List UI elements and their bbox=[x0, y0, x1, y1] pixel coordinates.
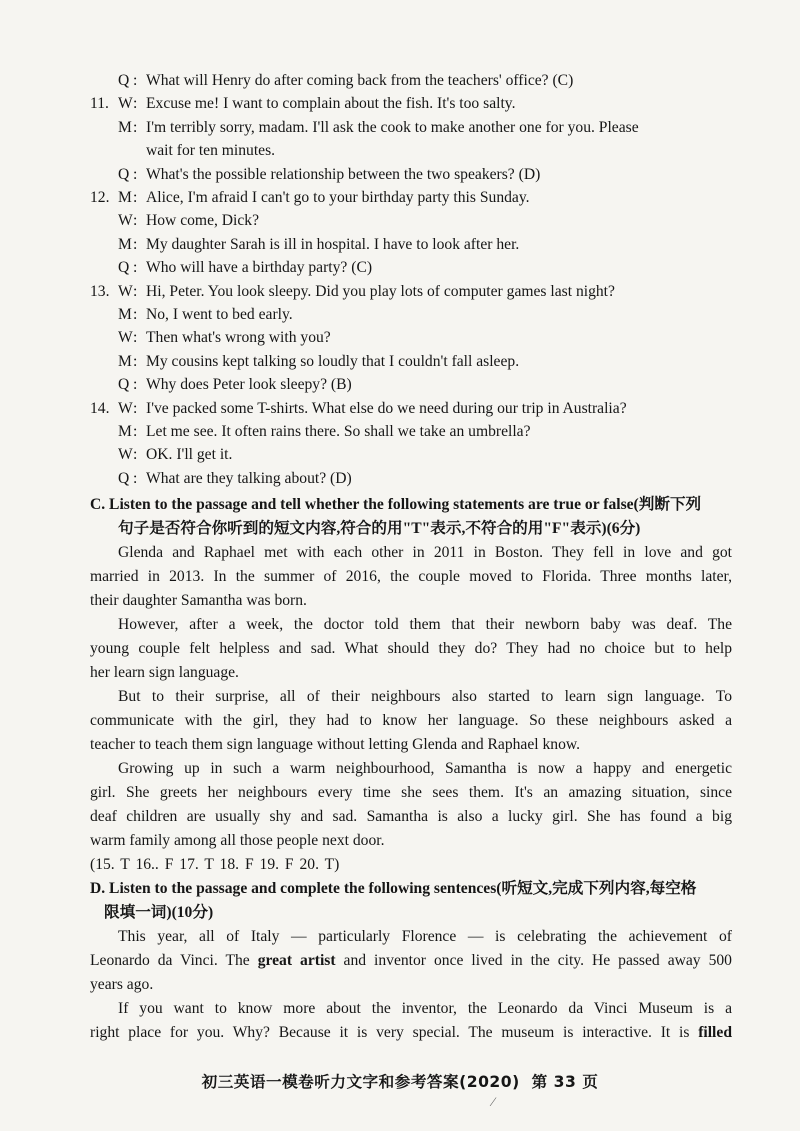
answer-key-text: (15. T 16.. F 17. T 18. F 19. F 20. T) bbox=[90, 856, 340, 873]
dialogue-line-continued bbox=[0, 139, 800, 163]
dialogue-text: Hi, Peter. You look sleepy. Did you play lots of computer games last night? bbox=[146, 283, 615, 300]
speaker-colon: : bbox=[133, 189, 138, 206]
dialogue-line bbox=[0, 326, 800, 350]
answer-highlight: great artist bbox=[257, 952, 336, 969]
dialogue-text: No, I went to bed early. bbox=[146, 306, 293, 323]
speaker-label: W bbox=[118, 329, 133, 346]
dialogue-text: Who will have a birthday party? (C) bbox=[146, 259, 373, 276]
speaker-colon: : bbox=[133, 376, 138, 393]
paragraph-line bbox=[90, 1021, 732, 1045]
section-c-paragraph-1 bbox=[90, 541, 732, 613]
footer-title: 初三英语一模卷听力文字和参考答案(2020) bbox=[201, 1073, 520, 1091]
paragraph-line: Glenda and Raphael met with each other in 2011 in Boston. They fell in love and got bbox=[118, 544, 732, 561]
speaker-colon: : bbox=[133, 423, 138, 440]
speaker-label: W bbox=[118, 95, 133, 112]
paragraph-line: teacher to teach them sign language without letting Glenda and Raphael know. bbox=[90, 736, 581, 753]
section-c-title-line-2 bbox=[0, 517, 800, 541]
speaker-label: W bbox=[118, 400, 133, 417]
dialogue-line bbox=[0, 186, 800, 210]
section-d-title-text-2: 限填一词)(10分) bbox=[104, 904, 214, 921]
dialogue-text: Then what's wrong with you? bbox=[146, 329, 331, 346]
paragraph-line: But to their surprise, all of their neighbours also started to learn sign language. To bbox=[118, 688, 732, 705]
speaker-label: Q bbox=[118, 166, 130, 183]
dialogue-line bbox=[0, 373, 800, 397]
paragraph-line: warm family among all those people next door. bbox=[90, 832, 385, 849]
dialogue-text: My cousins kept talking so loudly that I couldn't fall asleep. bbox=[146, 353, 520, 370]
speaker-colon: : bbox=[133, 72, 138, 89]
speaker-label: M bbox=[118, 119, 132, 136]
speaker-colon: : bbox=[133, 400, 138, 417]
page-footer bbox=[0, 1070, 800, 1092]
question-number: 11. bbox=[90, 95, 109, 112]
section-d-paragraph-2 bbox=[90, 997, 732, 1045]
speaker-colon: : bbox=[133, 353, 138, 370]
section-c-title-text-2: 句子是否符合你听到的短文内容,符合的用"T"表示,不符合的用"F"表示)(6分) bbox=[118, 520, 641, 537]
paragraph-line: married in 2013. In the summer of 2016, the couple moved to Florida. Three months later, bbox=[90, 568, 732, 585]
dialogue-text: Let me see. It often rains there. So shall we take an umbrella? bbox=[146, 423, 531, 440]
speaker-colon: : bbox=[133, 259, 138, 276]
dialogue-text: My daughter Sarah is ill in hospital. I have to look after her. bbox=[146, 236, 520, 253]
section-c-paragraph-3 bbox=[90, 685, 732, 757]
dialogue-line bbox=[0, 163, 800, 187]
text-run: and inventor once lived in the city. He passed away 500 bbox=[335, 952, 732, 969]
dialogue-line bbox=[0, 280, 800, 304]
question-number: 12. bbox=[90, 189, 110, 206]
dialogue-line bbox=[0, 350, 800, 374]
paragraph-line: her learn sign language. bbox=[90, 664, 239, 681]
section-c-answers bbox=[0, 853, 800, 877]
dialogue-line bbox=[0, 69, 800, 93]
speaker-label: W bbox=[118, 283, 133, 300]
speaker-label: M bbox=[118, 353, 132, 370]
section-d-title-line-2 bbox=[0, 901, 800, 925]
speaker-label: Q bbox=[118, 470, 130, 487]
paragraph-line: Growing up in such a warm neighbourhood, Samantha is now a happy and energetic bbox=[118, 760, 732, 777]
paragraph-line: If you want to know more about the inventor, the Leonardo da Vinci Museum is a bbox=[118, 1000, 732, 1017]
paragraph-line: However, after a week, the doctor told them that their newborn baby was deaf. The bbox=[118, 616, 732, 633]
speaker-colon: : bbox=[133, 95, 138, 112]
speaker-label: M bbox=[118, 236, 132, 253]
speaker-colon: : bbox=[133, 236, 138, 253]
speaker-colon: : bbox=[133, 446, 138, 463]
dialogue-line bbox=[0, 420, 800, 444]
speaker-colon: : bbox=[133, 329, 138, 346]
speaker-label: W bbox=[118, 212, 133, 229]
speaker-label: M bbox=[118, 306, 132, 323]
speaker-label: W bbox=[118, 446, 133, 463]
speaker-colon: : bbox=[133, 470, 138, 487]
dialogue-line bbox=[0, 397, 800, 421]
dialogue-text: What are they talking about? (D) bbox=[146, 470, 352, 487]
speaker-colon: : bbox=[133, 212, 138, 229]
dialogue-text: Alice, I'm afraid I can't go to your birthday party this Sunday. bbox=[146, 189, 530, 206]
section-d-paragraph-1 bbox=[90, 925, 732, 997]
dialogue-line bbox=[0, 303, 800, 327]
speaker-label: M bbox=[118, 189, 132, 206]
dialogue-line bbox=[0, 233, 800, 257]
paragraph-line: their daughter Samantha was born. bbox=[90, 592, 307, 609]
speaker-colon: : bbox=[133, 166, 138, 183]
dialogue-text: wait for ten minutes. bbox=[146, 142, 276, 159]
answer-highlight: filled bbox=[698, 1024, 732, 1041]
dialogue-text: I'm terribly sorry, madam. I'll ask the cook to make another one for you. Please bbox=[146, 119, 639, 136]
paragraph-line: years ago. bbox=[90, 976, 154, 993]
dialogue-text: I've packed some T-shirts. What else do we need during our trip in Australia? bbox=[146, 400, 627, 417]
question-number: 13. bbox=[90, 283, 110, 300]
pen-mark: ⁄ bbox=[492, 1094, 495, 1109]
paragraph-line: girl. She greets her neighbours every time she sees them. It's an amazing situation, since bbox=[90, 784, 732, 801]
section-d-title-text-1: D. Listen to the passage and complete the following sentences(听短文,完成下列内容,每空格 bbox=[90, 880, 697, 897]
speaker-colon: : bbox=[133, 283, 138, 300]
dialogue-line bbox=[0, 209, 800, 233]
dialogue-text: Excuse me! I want to complain about the fish. It's too salty. bbox=[146, 95, 516, 112]
dialogue-text: Why does Peter look sleepy? (B) bbox=[146, 376, 352, 393]
dialogue-line bbox=[0, 467, 800, 491]
paragraph-line: communicate with the girl, they had to know her language. So these neighbours asked a bbox=[90, 712, 732, 729]
section-d-title-line-1 bbox=[0, 877, 800, 901]
text-run: right place for you. Why? Because it is very special. The museum is interactive. It is bbox=[90, 1024, 699, 1041]
speaker-colon: : bbox=[133, 306, 138, 323]
dialogue-line bbox=[0, 443, 800, 467]
paragraph-line: deaf children are usually shy and sad. Samantha is also a lucky girl. She has found a big bbox=[90, 808, 732, 825]
text-run: Leonardo da Vinci. The bbox=[90, 952, 258, 969]
dialogue-text: What will Henry do after coming back from the teachers' office? (C) bbox=[146, 72, 574, 89]
speaker-label: Q bbox=[118, 376, 130, 393]
question-number: 14. bbox=[90, 400, 110, 417]
dialogue-text: How come, Dick? bbox=[146, 212, 260, 229]
dialogue-text: OK. I'll get it. bbox=[146, 446, 233, 463]
dialogue-line bbox=[0, 116, 800, 140]
dialogue-line bbox=[0, 256, 800, 280]
page-number: 第 33 页 bbox=[531, 1073, 599, 1091]
paragraph-line bbox=[90, 949, 732, 973]
dialogue-line bbox=[0, 92, 800, 116]
paragraph-line: young couple felt helpless and sad. What should they do? They had no choice but to help bbox=[90, 640, 732, 657]
paragraph-line: This year, all of Italy — particularly Florence — is celebrating the achievement of bbox=[118, 928, 732, 945]
section-c-title-line-1 bbox=[0, 493, 800, 517]
section-c-title-text-1: C. Listen to the passage and tell whether the following statements are true or false(判断下列 bbox=[90, 496, 702, 513]
dialogue-text: What's the possible relationship between the two speakers? (D) bbox=[146, 166, 541, 183]
speaker-label: M bbox=[118, 423, 132, 440]
speaker-label: Q bbox=[118, 259, 130, 276]
section-c-paragraph-2 bbox=[90, 613, 732, 685]
speaker-label: Q bbox=[118, 72, 130, 89]
speaker-colon: : bbox=[133, 119, 138, 136]
section-c-paragraph-4 bbox=[90, 757, 732, 853]
